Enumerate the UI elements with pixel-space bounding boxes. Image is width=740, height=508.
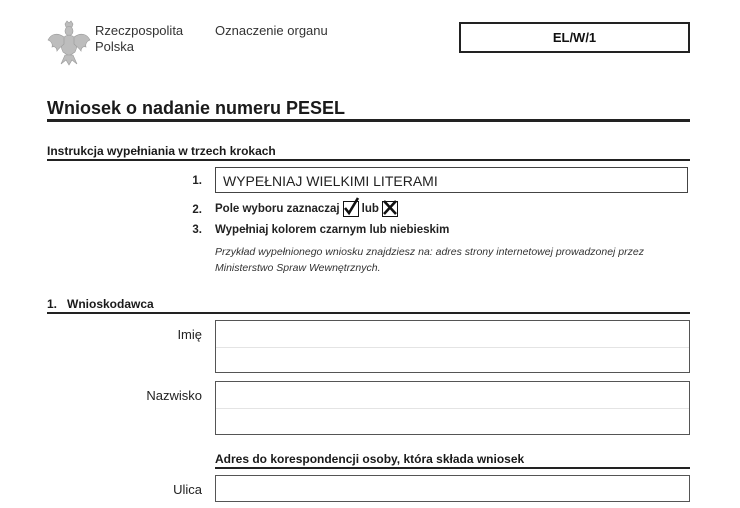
address-divider [215, 467, 690, 469]
organ-label: Oznaczenie organu [215, 23, 328, 38]
country-line2: Polska [95, 39, 135, 54]
section1-divider [47, 312, 690, 314]
form-code-box [459, 22, 690, 53]
step3-number: 3. [192, 224, 202, 236]
instructions-heading: Instrukcja wypełniania w trzech krokach [47, 144, 276, 158]
address-heading: Adres do korespondencji osoby, która składa wniosek [215, 452, 525, 466]
title-divider [47, 119, 690, 122]
step2-line [215, 201, 398, 217]
note-line2: Ministerstwo Spraw Wewnętrznych. [215, 262, 381, 274]
note-line1: Przykład wypełnionego wniosku znajdziesz na: adres strony internetowej prowadzonej przez [215, 246, 644, 258]
instructions-note [215, 244, 685, 276]
form-code: EL/W/1 [552, 30, 597, 45]
x-mark-icon [382, 201, 398, 217]
form-title: Wniosek o nadanie numeru PESEL [47, 98, 346, 118]
step2-text: Pole wyboru zaznaczaj [215, 203, 340, 215]
imie-field[interactable] [215, 320, 690, 373]
ulica-label: Ulica [173, 482, 202, 497]
nazwisko-label: Nazwisko [146, 388, 202, 403]
white-eagle-emblem-icon [47, 20, 91, 66]
imie-label: Imię [177, 327, 202, 342]
checkmark-icon [343, 201, 359, 217]
step2-or: lub [361, 203, 379, 215]
step1-text: WYPEŁNIAJ WIELKIMI LITERAMI [223, 173, 438, 189]
step2-number: 2. [192, 204, 202, 216]
ulica-field[interactable] [215, 475, 690, 502]
imie-field-guide [216, 347, 689, 348]
country-name [95, 23, 183, 55]
nazwisko-field[interactable] [215, 381, 690, 435]
section1-heading: 1. Wnioskodawca [47, 297, 154, 311]
instructions-divider [47, 159, 690, 161]
step1-example-box [215, 167, 688, 193]
country-line1: Rzeczpospolita [95, 23, 184, 38]
step1-number: 1. [192, 175, 202, 187]
nazwisko-field-guide [216, 408, 689, 409]
step3-text: Wypełniaj kolorem czarnym lub niebieskim [215, 224, 450, 236]
